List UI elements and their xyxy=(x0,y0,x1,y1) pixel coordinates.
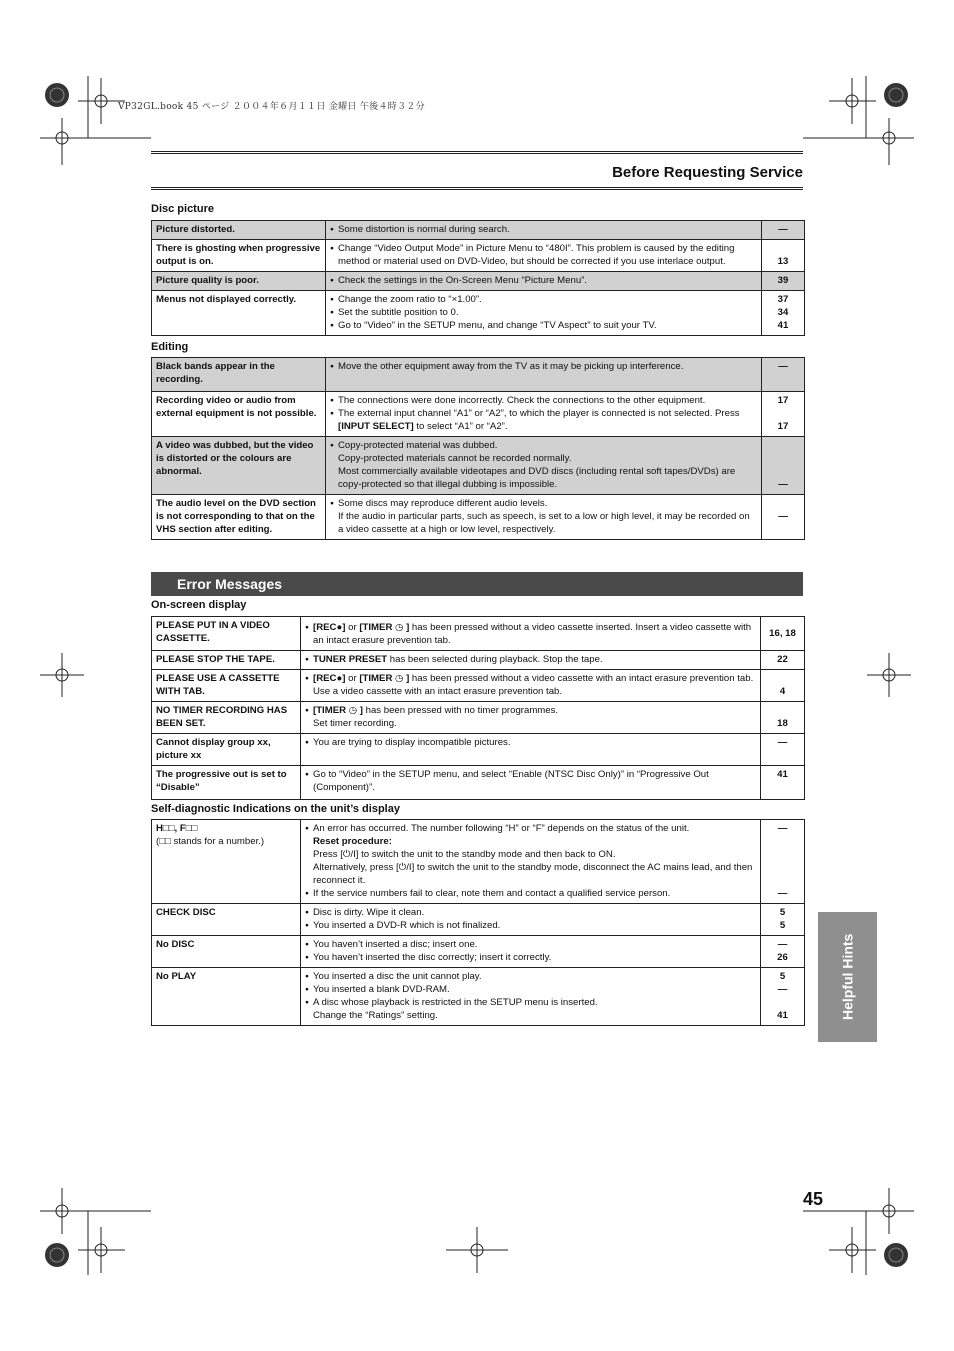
editing-table xyxy=(151,357,805,540)
table-row xyxy=(152,392,805,437)
remedy-cell: ● Some distortion is normal during search. xyxy=(326,221,762,240)
page-ref-cell: 39 xyxy=(762,272,805,291)
disc-picture-table xyxy=(151,220,805,336)
remedy-cell: ● Check the settings in the On-Screen Menu “Picture Menu”. xyxy=(326,272,762,291)
table-row xyxy=(152,820,805,904)
section-title: Before Requesting Service xyxy=(612,164,803,181)
page-ref-cell: — — xyxy=(761,820,805,904)
table-row xyxy=(152,291,805,336)
remedy-cell: ● Go to “Video” in the SETUP menu, and select “Enable (NTSC Disc Only)” in “Progressive Out (Component)”. xyxy=(301,766,761,800)
remedy-cell: ● Some discs may reproduce different audio levels. If the audio in particular parts, such as speech, is set to a low or high level, it may be recorded on a video cassette at a high or low level, respectively. xyxy=(326,495,762,540)
error-messages-title: Error Messages xyxy=(177,576,283,592)
symptom-cell: PLEASE STOP THE TAPE. xyxy=(152,651,301,670)
remedy-cell: ● [REC●] or [TIMER ◷ ] has been pressed without a video cassette inserted. Insert a video cassette with an intact erasure prevention tab. xyxy=(301,617,761,651)
remedy-cell: ● You are trying to display incompatible pictures. xyxy=(301,734,761,766)
remedy-cell: ● You inserted a disc the unit cannot play. ● You inserted a blank DVD-RAM. ● A disc whose playback is restricted in the SETUP menu is inserted. Change the “Ratings” setting. xyxy=(301,968,761,1026)
symptom-cell: No PLAY xyxy=(152,968,301,1026)
symptom-cell: CHECK DISC xyxy=(152,904,301,936)
remedy-cell: ● Change “Video Output Mode” in Picture Menu to “480I”. This problem is caused by the editing method or material used on DVD-Video, but should be corrected if you use interlace output. xyxy=(326,240,762,272)
page-ref-cell: — xyxy=(762,358,805,392)
self-diagnostic-table xyxy=(151,819,805,1026)
remedy-cell: ● You haven’t inserted a disc; insert one. ● You haven’t inserted the disc correctly; insert it correctly. xyxy=(301,936,761,968)
symptom-cell: No DISC xyxy=(152,936,301,968)
page-ref-cell: — xyxy=(762,221,805,240)
symptom-cell: Recording video or audio from external equipment is not possible. xyxy=(152,392,326,437)
table-row xyxy=(152,904,805,936)
symptom-cell: NO TIMER RECORDING HAS BEEN SET. xyxy=(152,702,301,734)
remedy-cell: ● The connections were done incorrectly. Check the connections to the other equipment. ● The external input channel “A1” or “A2”, to which the player is connected is not selected. Press [INPUT SELECT] to select “A1” or “A2”. xyxy=(326,392,762,437)
onscreen-display-heading: On-screen display xyxy=(151,599,247,611)
table-row xyxy=(152,670,805,702)
page-ref-cell: — xyxy=(762,495,805,540)
remedy-cell: ● [TIMER ◷ ] has been pressed with no timer programmes. Set timer recording. xyxy=(301,702,761,734)
remedy-cell: ● TUNER PRESET has been selected during playback. Stop the tape. xyxy=(301,651,761,670)
table-row xyxy=(152,936,805,968)
symptom-cell: Menus not displayed correctly. xyxy=(152,291,326,336)
editing-heading: Editing xyxy=(151,341,189,353)
self-diagnostic-heading: Self-diagnostic Indications on the unit’s display xyxy=(151,803,400,815)
table-row xyxy=(152,617,805,651)
page-ref-cell: — xyxy=(762,437,805,495)
table-row xyxy=(152,734,805,766)
table-row xyxy=(152,272,805,291)
helpful-hints-label: Helpful Hints xyxy=(839,933,856,1021)
symptom-cell: Black bands appear in the recording. xyxy=(152,358,326,392)
remedy-cell: ● Change the zoom ratio to “×1.00”. ● Set the subtitle position to 0. ● Go to “Video” in the SETUP menu, and change “TV Aspect” to suit your TV. xyxy=(326,291,762,336)
remedy-cell: ● Disc is dirty. Wipe it clean. ● You inserted a DVD-R which is not finalized. xyxy=(301,904,761,936)
title-rule-bottom xyxy=(151,187,803,190)
page-ref-cell: 22 xyxy=(761,651,805,670)
title-rule-top xyxy=(151,151,803,154)
page-ref-cell: 16, 18 xyxy=(761,617,805,651)
page-ref-cell: 18 xyxy=(761,702,805,734)
symptom-cell: Picture quality is poor. xyxy=(152,272,326,291)
remedy-cell: ● Move the other equipment away from the TV as it may be picking up interference. xyxy=(326,358,762,392)
symptom-cell: PLEASE PUT IN A VIDEO CASSETTE. xyxy=(152,617,301,651)
symptom-cell: There is ghosting when progressive output is on. xyxy=(152,240,326,272)
table-row xyxy=(152,221,805,240)
page-ref-cell: — 26 xyxy=(761,936,805,968)
page-ref-cell: — xyxy=(761,734,805,766)
table-row xyxy=(152,358,805,392)
symptom-cell: Cannot display group xx, picture xx xyxy=(152,734,301,766)
remedy-cell: ● Copy-protected material was dubbed. Copy-protected materials cannot be recorded normally. Most commercially available videotapes and DVD discs (including rental soft tapes/DVDs) are copy-protected so that illegal dubbing is impossible. xyxy=(326,437,762,495)
table-row xyxy=(152,651,805,670)
symptom-cell: H□□, F□□ (□□ stands for a number.) xyxy=(152,820,301,904)
symptom-cell: The audio level on the DVD section is not corresponding to that on the VHS section after editing. xyxy=(152,495,326,540)
print-header-note: VP32GL.book 45 ページ ２００４年６月１１日 金曜日 午後４時３２分 xyxy=(118,102,425,112)
onscreen-display-table xyxy=(151,616,805,800)
table-row xyxy=(152,240,805,272)
table-row xyxy=(152,766,805,800)
table-row xyxy=(152,968,805,1026)
page-ref-cell: 5 — 41 xyxy=(761,968,805,1026)
symptom-cell: Picture distorted. xyxy=(152,221,326,240)
page-ref-cell: 5 5 xyxy=(761,904,805,936)
page-ref-cell: 17 17 xyxy=(762,392,805,437)
symptom-cell: The progressive out is set to “Disable” xyxy=(152,766,301,800)
page-ref-cell: 4 xyxy=(761,670,805,702)
table-row xyxy=(152,437,805,495)
symptom-cell: A video was dubbed, but the video is distorted or the colours are abnormal. xyxy=(152,437,326,495)
table-row xyxy=(152,495,805,540)
page-ref-cell: 41 xyxy=(761,766,805,800)
page-ref-cell: 37 34 41 xyxy=(762,291,805,336)
table-row xyxy=(152,702,805,734)
disc-picture-heading: Disc picture xyxy=(151,203,214,215)
page-number: 45 xyxy=(803,1189,824,1209)
symptom-cell: PLEASE USE A CASSETTE WITH TAB. xyxy=(152,670,301,702)
remedy-cell: ● An error has occurred. The number following “H” or “F” depends on the status of the unit. Reset procedure: Press [⏻/I] to switch the unit to the standby mode and then back to ON. Alternatively, press [⏻/I] to switch the unit to the standby mode, disconnect the AC mains lead, and then reconnect it. ● If the service numbers fail to clear, note them and contact a qualified service person. xyxy=(301,820,761,904)
page-ref-cell: 13 xyxy=(762,240,805,272)
remedy-cell: ● [REC●] or [TIMER ◷ ] has been pressed without a video cassette with an intact erasure prevention tab. Use a video cassette with an intact erasure prevention tab. xyxy=(301,670,761,702)
